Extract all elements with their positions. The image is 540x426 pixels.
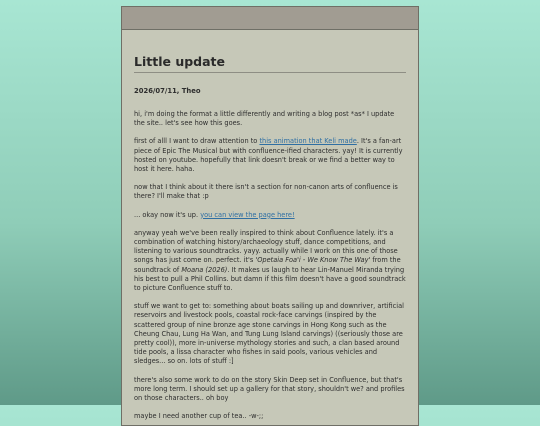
text-span: from the soundtrack of (134, 256, 401, 274)
animation-link[interactable]: this animation that Keli made (259, 137, 357, 146)
movie-title: Moana (2026) (181, 265, 228, 274)
paragraph-skin-deep: there's also some work to do on the story Skin Deep set in Confluence, but that's more long term. I should set up a gallery for that story, shouldn't we? and profiles on those characters.. oh boy (134, 375, 405, 403)
window-titlebar (122, 7, 418, 30)
post-content (122, 30, 418, 421)
paragraph-intro: hi, i'm doing the format a little differently and writing a blog post *as* I update the site.. let's see how this goes. (134, 110, 395, 128)
text-span: . It's a fan-art piece of Epic The Musical but with confluence-ified characters. yay! It is currently hosted on youtube. hopefully that link doesn't break or we find a better way to host it here. haha. (134, 137, 403, 174)
post-title: Little update (134, 54, 406, 73)
paragraph-tea: maybe I need another cup of tea.. -w-;; (134, 412, 264, 421)
paragraph-todo: stuff we want to get to: something about boats sailing up and downriver, artificial reservoirs and livestock pools, coastal rock-face carvings (inspired by the scattered group of nine bronze age stone carvings in Hong Kong such as the Cheung Chau, Lung Ha Wan, and Tung Lung Island carvings) ((seriously those are pretty cool)), more in-universe mythology stories and such, a clan based around tide pools, a lissa character who fishes in said pools, various vehicles and sledges... so on. lots of stuff :] (134, 302, 404, 366)
text-span: ... okay now it's up. (134, 210, 201, 219)
song-title: 'Opetaia Foa'i - We Know The Way' (255, 256, 371, 265)
text-span: . It makes us laugh to hear Lin-Manuel Miranda trying his best to pull a Phil Collins. but damn if this film doesn't have a good soundtrack to picture Confluence stuff to. (134, 265, 406, 293)
paragraph-noncanon: now that I think about it there isn't a section for non-canon arts of confluence is there? I'll make that :p (134, 183, 398, 201)
text-span: anyway yeah we've been really inspired to think about Confluence lately. it's a combination of watching history/archaeology stuff, dance competitions, and listening to various soundtracks. yayy. actually while I work on this one of those songs has just come on. perfect. it's (134, 228, 398, 265)
blog-window (121, 6, 419, 426)
text-span: first of alll I want to draw attention to (134, 137, 260, 146)
view-page-link[interactable]: you can view the page here! (200, 210, 295, 219)
post-meta: 2026/07/11, Theo (134, 87, 201, 95)
paragraph-animation (134, 137, 406, 174)
paragraph-inspiration (134, 229, 406, 293)
paragraph-page-up (134, 211, 406, 220)
